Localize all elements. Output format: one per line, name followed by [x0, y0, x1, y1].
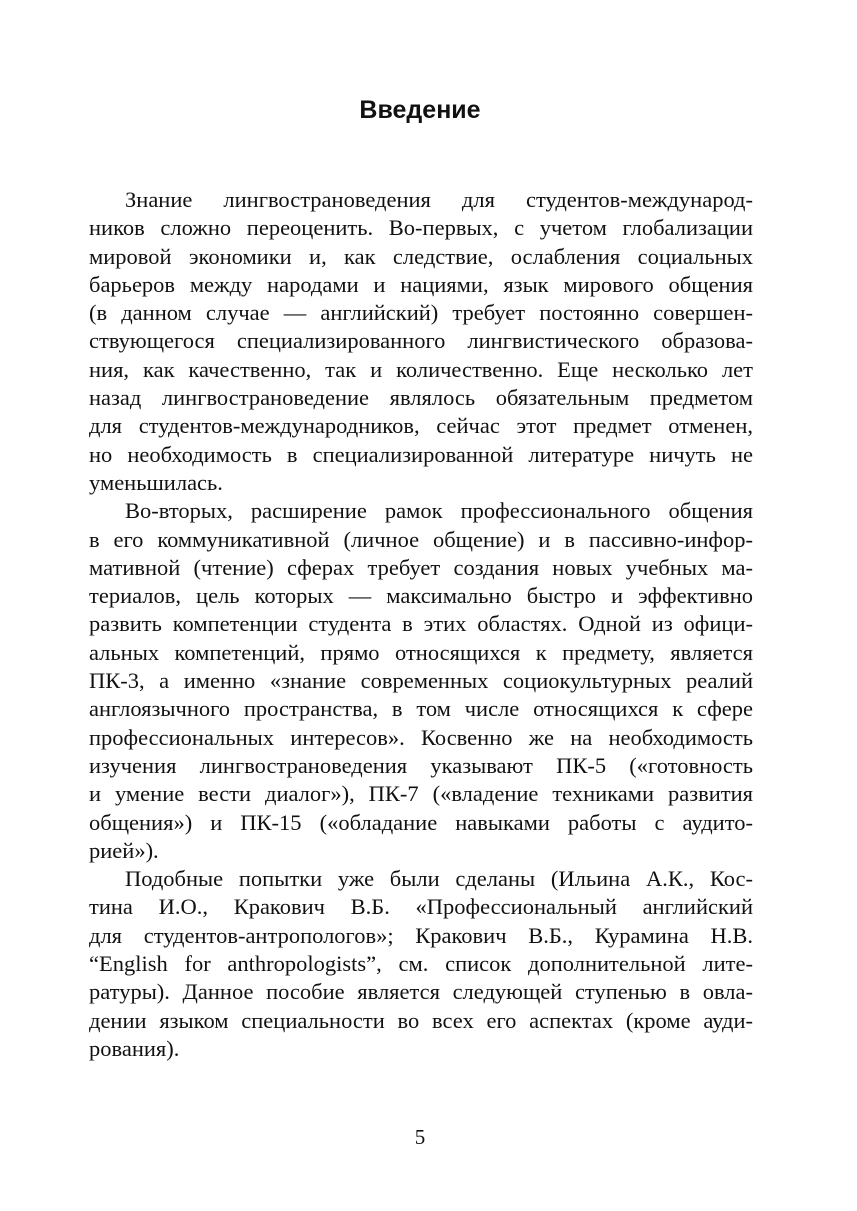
body-text — [89, 186, 753, 1063]
text-line: альных компетенций, прямо относящихся к предмету, является — [89, 639, 753, 665]
text-line: мировой экономики и, как следствие, ослабления социальных — [89, 243, 753, 269]
text-line: дении языком специальности во всех его аспектах (кроме ауди- — [89, 1007, 753, 1033]
text-line: уменьшилась. — [89, 469, 223, 495]
text-line: териалов, цель которых — максимально быстро и эффективно — [89, 583, 753, 609]
text-line: Подобные попытки уже были сделаны (Ильина А.К., Кос- — [125, 866, 753, 892]
page-number: 5 — [414, 1125, 426, 1149]
text-line: тина И.О., Кракович В.Б. «Профессиональный английский — [89, 894, 753, 920]
text-line: профессиональных интересов». Косвенно же на необходимость — [89, 724, 753, 750]
text-line: общения») и ПК-15 («обладание навыками работы с аудито- — [89, 809, 753, 835]
text-line: Знание лингвострановедения для студентов-международ- — [125, 187, 753, 212]
text-line: “English for anthropologists”, см. список дополнительной лите- — [89, 951, 753, 977]
text-line: изучения лингвострановедения указывают ПК-5 («готовность — [89, 752, 753, 778]
paragraph-1 — [89, 186, 753, 497]
text-line: ния, как качественно, так и количественно. Еще несколько лет — [89, 356, 753, 382]
text-line: барьеров между народами и нациями, язык мирового общения — [89, 271, 753, 297]
page-title: Введение — [359, 96, 481, 124]
text-line: и умение вести диалог»), ПК-7 («владение техниками развития — [89, 781, 753, 807]
text-line: ников сложно переоценить. Во-первых, с учетом глобализации — [89, 215, 753, 241]
text-line: англоязычного пространства, в том числе относящихся к сфере — [89, 696, 753, 722]
text-line: ПК-3, а именно «знание современных социокультурных реалий — [89, 668, 753, 694]
text-line: (в данном случае — английский) требует постоянно совершен- — [89, 300, 753, 326]
text-line: Во-вторых, расширение рамок профессионального общения — [125, 498, 753, 524]
text-line: ствующегося специализированного лингвистического образова- — [89, 328, 753, 354]
text-line: для студентов-международников, сейчас этот предмет отменен, — [89, 413, 753, 439]
paragraph-3 — [89, 865, 753, 1063]
text-line: развить компетенции студента в этих областях. Одной из офици- — [89, 611, 753, 637]
text-line: но необходимость в специализированной литературе ничуть не — [89, 441, 753, 467]
paragraph-2 — [89, 497, 753, 865]
text-line: ратуры). Данное пособие является следующей ступенью в овла- — [89, 979, 753, 1005]
text-line: для студентов-антропологов»; Кракович В.Б., Курамина Н.В. — [89, 922, 753, 948]
text-line: мативной (чтение) сферах требует создания новых учебных ма- — [89, 554, 753, 580]
text-line: назад лингвострановедение являлось обязательным предметом — [89, 385, 753, 411]
text-line: в его коммуникативной (личное общение) и в пассивно-инфор- — [89, 526, 753, 552]
text-line: рования). — [89, 1035, 180, 1061]
text-line: рией»). — [89, 837, 159, 863]
